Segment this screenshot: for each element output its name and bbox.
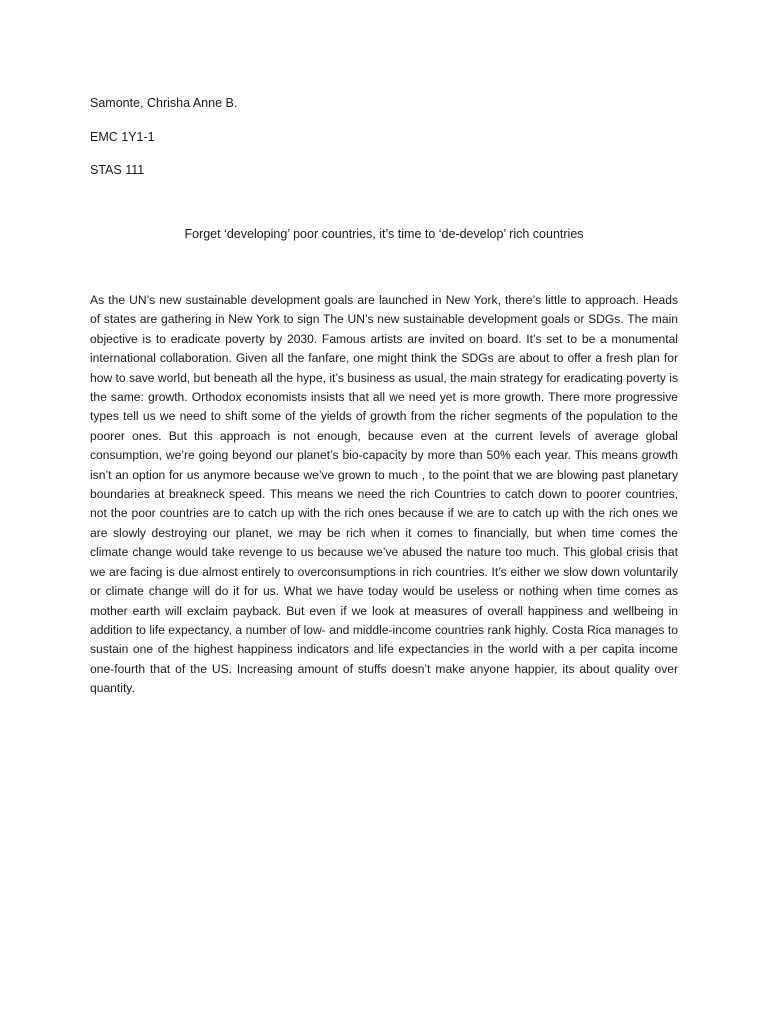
- course-code: EMC 1Y1-1: [90, 130, 155, 144]
- body-paragraph: As the UN’s new sustainable development goals are launched in New York, there’s little to approach. Heads of states are gathering in New York to sign The UN’s new sustainable development goals or SDGs. The main objective is to eradicate poverty by 2030. Famous artists are invited on board. It’s set to be a monumental international collaboration. Given all the fanfare, one might think the SDGs are about to offer a fresh plan for how to save world, but beneath all the hype, it’s business as usual, the main strategy for eradicating poverty is the same: growth. Orthodox economists insists that all we need yet is more growth. There more progressive types tell us we need to shift some of the yields of growth from the richer segments of the population to the poorer ones. But this approach is not enough, because even at the current levels of average global consumption, we’re going beyond our planet’s bio-capacity by more than 50% each year. This means growth isn’t an option for us anymore because we’ve grown to much , to the point that we are blowing past planetary boundaries at breakneck speed. This means we need the rich Countries to catch down to poorer countries, not the poor countries are to catch up with the rich ones because if we are to catch up with the rich ones we are slowly destroying our planet, we may be rich when it comes to financially, but when time comes the climate change would take revenge to us because we’ve abused the nature too much. This global crisis that we are facing is due almost entirely to overconsumptions in rich countries. It’s either we slow down voluntarily or climate change will do it for us. What we have today would be useless or nothing when time comes as mother earth will exclaim payback. But even if we look at measures of overall happiness and wellbeing in addition to life expectancy, a number of low- and middle-income countries rank highly. Costa Rica manages to sustain one of the highest happiness indicators and life expectancies in the world with a per capita income one-fourth that of the US. Increasing amount of stuffs doesn’t make anyone happier, its about quality over quantity.: [90, 293, 678, 696]
- document-title: Forget ‘developing’ poor countries, it’s time to ‘de-develop’ rich countries: [184, 227, 584, 241]
- author-name: Samonte, Chrisha Anne B.: [90, 96, 238, 110]
- subject-code: STAS 111: [90, 163, 145, 177]
